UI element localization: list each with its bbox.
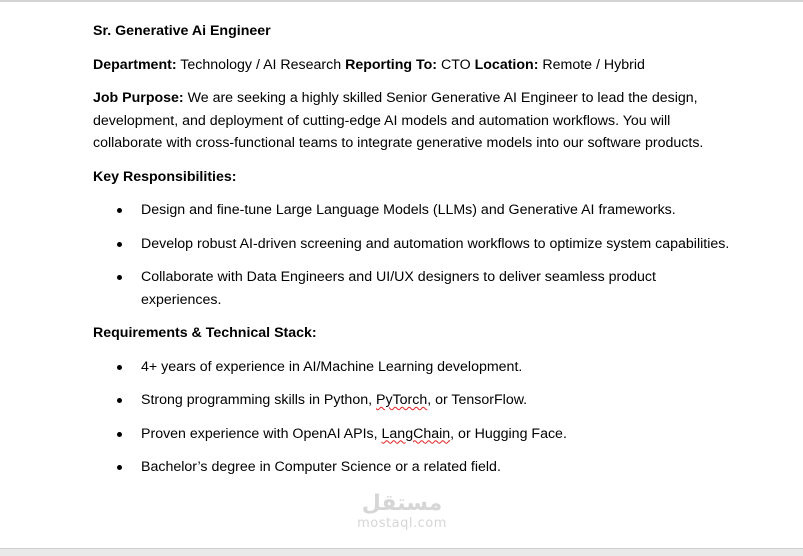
job-purpose-text: We are seeking a highly skilled Senior Generative AI Engineer to lead the design, development, and deployment of cutting-edge AI models and automation workflows. You will collaborate with cross-functional teams to integrate generative models into our software products. [93, 90, 704, 151]
bullet-icon [117, 365, 122, 370]
requirements-heading: Requirements & Technical Stack: [93, 325, 317, 341]
job-purpose-label: Job Purpose: [93, 90, 184, 106]
list-item: Bachelor’s degree in Computer Science or a related field. [93, 456, 733, 479]
bullet-icon [117, 208, 122, 213]
responsibilities-list [93, 199, 733, 311]
bullet-icon [117, 432, 122, 437]
spellcheck-flagged-word[interactable]: LangChain [381, 425, 451, 442]
page-bottom-edge [0, 548, 803, 556]
list-item: Collaborate with Data Engineers and UI/UX designers to deliver seamless product experiences. [93, 266, 733, 311]
list-item: Proven experience with OpenAI APIs, LangChain, or Hugging Face. [93, 423, 733, 446]
job-purpose-paragraph [93, 87, 733, 155]
department-label: Department: [93, 56, 177, 73]
page-top-edge [0, 0, 803, 2]
department-value: Technology / AI Research [176, 56, 346, 73]
reporting-value: CTO [437, 56, 475, 73]
mostaql-watermark [352, 492, 452, 531]
bullet-icon [117, 465, 122, 470]
location-value: Remote / Hybrid [538, 56, 645, 73]
list-item: Develop robust AI-driven screening and automation workflows to optimize system capabilities. [93, 233, 733, 256]
reporting-label: Reporting To: [345, 56, 438, 73]
requirements-list [93, 356, 733, 479]
watermark-url: mostaql.com [357, 516, 447, 531]
document-title: Sr. Generative Ai Engineer [93, 23, 271, 39]
location-label: Location: [474, 56, 539, 73]
responsibilities-heading: Key Responsibilities: [93, 168, 237, 185]
list-item: 4+ years of experience in AI/Machine Learning development. [93, 356, 733, 379]
document-body [93, 20, 733, 490]
list-item: Strong programming skills in Python, PyTorch, or TensorFlow. [93, 389, 733, 412]
bullet-icon [117, 242, 122, 247]
bullet-icon [117, 398, 122, 403]
bullet-icon [117, 275, 122, 280]
list-item: Design and fine-tune Large Language Models (LLMs) and Generative AI frameworks. [93, 199, 733, 222]
spellcheck-flagged-word[interactable]: PyTorch [375, 392, 428, 408]
watermark-arabic-logo: مستقل [361, 491, 443, 516]
job-meta-line [93, 54, 733, 77]
